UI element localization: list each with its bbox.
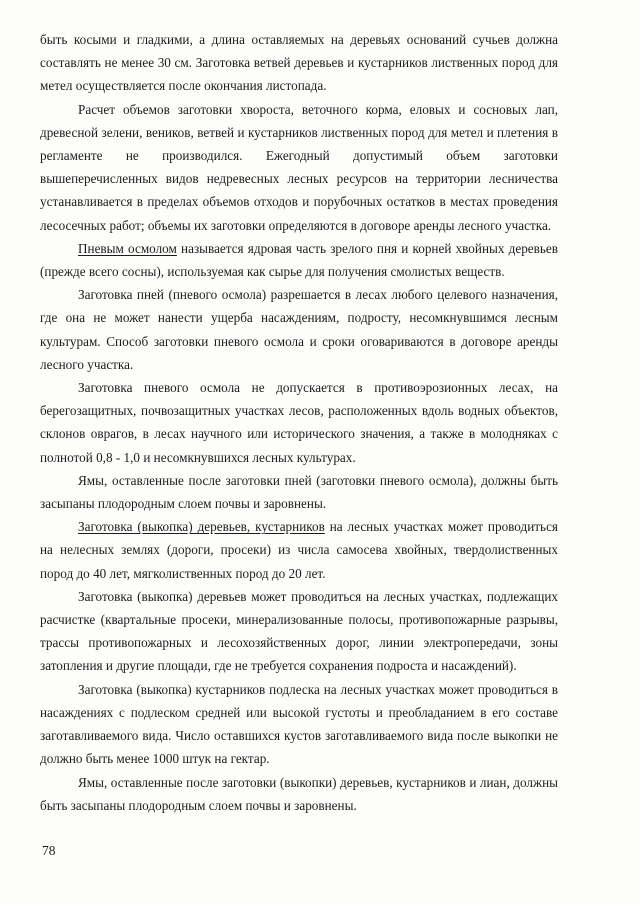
term-tree-digging: Заготовка (выкопка) деревьев, кустарников	[78, 519, 325, 535]
paragraph-text: Ямы, оставленные после заготовки (выкопки) деревьев, кустарников и лиан, должны быть засыпаны плодородным слоем почвы и заровнены.	[40, 774, 558, 813]
paragraph-stump-resin-definition	[40, 237, 558, 283]
paragraph-shrub-digging	[40, 678, 558, 771]
paragraph-stump-harvest-permitted	[40, 283, 558, 376]
page-number: 78	[42, 843, 56, 858]
paragraph-text: Заготовка пней (пневого осмола) разрешается в лесах любого целевого назначения, где она не может нанести ущерба насаждениям, подросту, несомкнувшимся лесным культурам. Способ заготовки пневого осмола и сроки оговариваются в договоре аренды лесного участка.	[40, 287, 558, 372]
body-text	[40, 28, 558, 817]
paragraph-text: быть косыми и гладкими, а длина оставляемых на деревьях оснований сучьев должна составлять не менее 30 см. Заготовка ветвей деревьев и кустарников лиственных пород для метел осуществляется после окончания листопада.	[40, 32, 558, 94]
paragraph-stump-pits	[40, 469, 558, 515]
paragraph-text: Расчет объемов заготовки хвороста, веточного корма, еловых и сосновых лап, древесной зелени, веников, ветвей и кустарников лиственных пород для метел и плетения в регламенте не производился. Ежегодный допустимый объем заготовки вышеперечисленных видов недревесных лесных ресурсов на территории лесничества устанавливается в пределах объемов отходов и порубочных остатков в местах проведения лесосечных работ; объемы их заготовки определяются в договоре аренды лесного участка.	[40, 101, 558, 233]
paragraph-continuation	[40, 28, 558, 98]
paragraph-digging-pits	[40, 771, 558, 817]
paragraph-text: на лесных участках может проводиться на нелесных землях (дороги, просеки) из числа самосева хвойных, твердолиственных пород до 40 лет, мягколиственных пород до 20 лет.	[40, 519, 558, 581]
paragraph-text: Заготовка (выкопка) деревьев может проводиться на лесных участках, подлежащих расчистке (квартальные просеки, минерализованные полосы, противопожарные разрывы, трассы противопожарных и лесохозяйственных дорог, линии электропередачи, зоны затопления и другие площади, где не требуется сохранения подроста и насаждений).	[40, 588, 558, 674]
paragraph-text: Заготовка пневого осмола не допускается в противоэрозионных лесах, на берегозащитных, почвозащитных участках лесов, расположенных вдоль водных объектов, склонов оврагов, в лесах научного или исторического значения, а также в молодняках с полнотой 0,8 - 1,0 и несомкнувшихся лесных культурах.	[40, 380, 558, 465]
paragraph-tree-digging-clearing	[40, 585, 558, 678]
paragraph-text: называется ядровая часть зрелого пня и корней хвойных деревьев (прежде всего сосны), используемая как сырье для получения смолистых веществ.	[40, 240, 558, 280]
paragraph-volume-calculation	[40, 98, 558, 237]
paragraph-text: Заготовка (выкопка) кустарников подлеска на лесных участках может проводиться в насаждениях с подлеском средней или высокой густоты и преобладанием в его составе заготавливаемого вида. Число оставшихся кустов заготавливаемого вида после выкопки не должно быть менее 1000 штук на гектар.	[40, 681, 558, 767]
paragraph-tree-digging-definition	[40, 515, 558, 585]
paragraph-stump-harvest-prohibited	[40, 376, 558, 469]
term-stump-resin: Пневым осмолом	[78, 240, 177, 256]
paragraph-text: Ямы, оставленные после заготовки пней (заготовки пневого осмола), должны быть засыпаны плодородным слоем почвы и заровнены.	[40, 472, 558, 512]
